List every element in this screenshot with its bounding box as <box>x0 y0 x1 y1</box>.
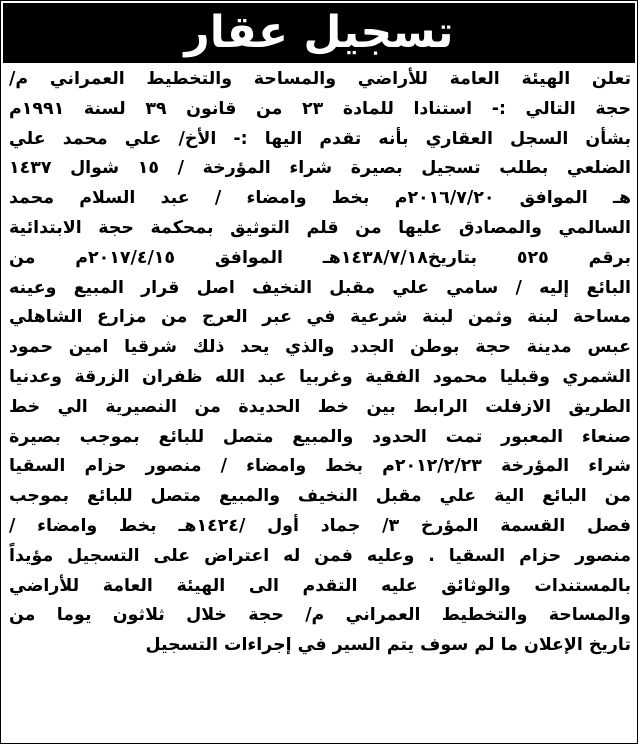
notice-line: منصور حزام السقيا . وعليه فمن له اعتراض على التسجيل مؤيداً <box>9 545 631 566</box>
notice-line: هـ الموافق ٢٠١٦/٧/٢٠م بخط وامضاء / عبد السلام محمد <box>9 188 631 209</box>
notice-line: عبس مدينة حجة بوطن الجدد والذي يحد ذلك شرقيا امين حمود <box>9 337 631 358</box>
notice-line: الطريق الازفلت الرابط بين خط الحديدة من النصيرية الي خط <box>9 396 631 417</box>
notice-line: حجة التالي :- استنادا للمادة ٢٣ من قانون ٣٩ لسنة ١٩٩١م <box>9 98 631 119</box>
notice-line: بشأن السجل العقاري بأنه تقدم اليها :- الأخ/ علي محمد علي <box>9 128 631 149</box>
notice-line: الشمري وقبليا محمود الفقية وغربيا عبد الله ظفران الزرقة وعدنيا <box>9 366 631 387</box>
notice-line: من البائع الية علي مقبل النخيف والمبيع متصل للبائع بموجب <box>9 486 631 507</box>
title-bar <box>3 3 635 63</box>
notice-line: فصل القسمة المؤرخ ٣/ جماد أول /١٤٢٤هـ بخط وامضاء / <box>9 515 631 536</box>
notice-line: السالمي والمصادق عليها من قلم التوثيق بمحكمة حجة الابتدائية <box>9 217 631 238</box>
notice-line: برقم ٥٢٥ بتاريخ١٤٣٨/٧/١٨هـ الموافق ٢٠١٧/٤/١٥م من <box>9 247 631 268</box>
notice-title: تسجيل عقار <box>184 7 454 58</box>
notice-line: بالمستندات والوثائق عليه التقدم الى الهيئة العامة للأراضي <box>9 575 631 596</box>
notice-body <box>9 65 631 661</box>
notice-line: والمساحة والتخطيط العمراني م/ حجة خلال ثلاثون يوما من <box>9 605 631 626</box>
notice-line: البائع إليه / سامي علي مقبل النخيف اصل قرار المبيع وعينه <box>9 277 631 298</box>
notice-line: تاريخ الإعلان ما لم سوف يتم السير في إجراءات التسجيل <box>145 635 631 656</box>
notice-line: صنعاء المعبور تمت الحدود والمبيع متصل للبائع بموجب بصيرة <box>9 426 631 447</box>
notice-line: الضلعي بطلب تسجيل بصيرة شراء المؤرخة / ١٥ شوال ١٤٣٧ <box>9 158 631 179</box>
notice-line: تعلن الهيئة العامة للأراضي والمساحة والتخطيط العمراني م/ <box>9 69 631 89</box>
notice-line: شراء المؤرخة ٢٠١٢/٢/٢٣م بخط وامضاء / منصور حزام السقيا <box>9 456 631 477</box>
notice-line: مساحة لبنة وثمن لبنة شرعية في عبر العرج من مزارع الشاهلي <box>9 307 631 328</box>
